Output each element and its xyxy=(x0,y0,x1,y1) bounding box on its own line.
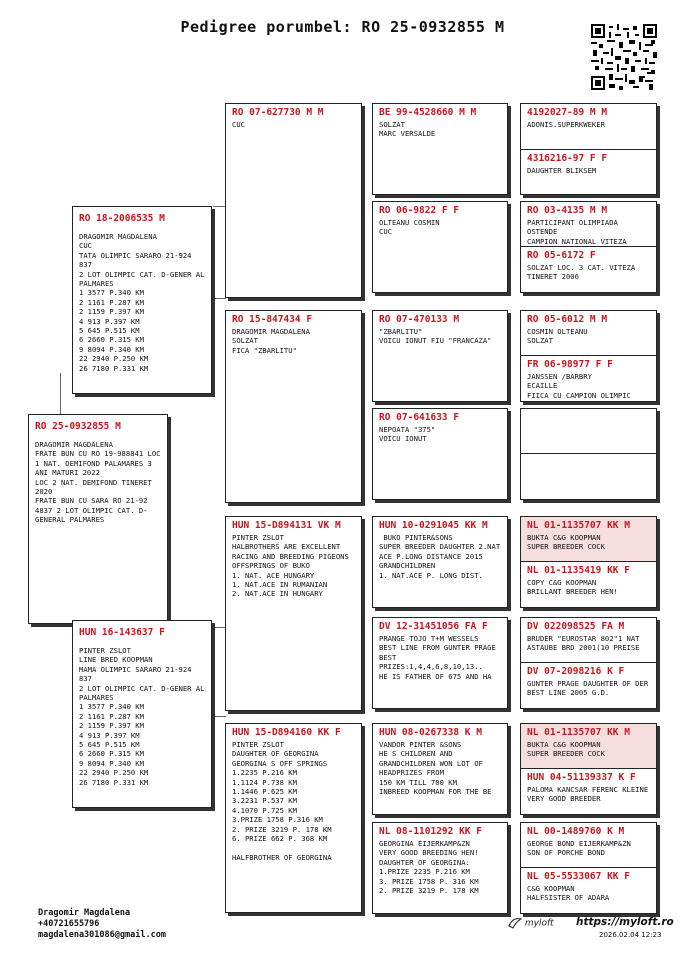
pigeon-details: NEPOATA "375" VOICU IONUT xyxy=(379,425,436,444)
ring-number: NL 01-1135707 KK M xyxy=(527,727,630,738)
print-date: 2026.02.04 12:23 xyxy=(599,931,662,939)
pigeon-pair-card-5[interactable] xyxy=(520,516,657,608)
pigeon-details: DRAGOMIR MAGDALENA FRATE BUN CU RO 19-988841 LOC 1 NAT. DEMIFOND PALAMARES 3 ANI MATURI 2022 LOC 2 NAT. DEMIFOND TINERET 2020 FRATE BUN CU SARA RO 21-92 4837 2 LOT OLIMPIC CAT. D-GENERAL PALMARES xyxy=(35,440,161,525)
pigeon-entry xyxy=(521,517,656,561)
ring-number: HUN 04-51139337 K F xyxy=(527,772,636,783)
ring-number: NL 05-5533067 KK F xyxy=(527,871,630,882)
ring-number: DV 022098525 FA M xyxy=(527,621,625,632)
pigeon-card-gen4-6[interactable] xyxy=(372,617,508,709)
pigeon-entry xyxy=(521,663,656,709)
qr-code xyxy=(591,24,657,90)
ring-number: HUN 10-0291045 KK M xyxy=(379,520,488,531)
ring-number: HUN 15-D894131 VK M xyxy=(232,520,341,531)
ring-number: RO 06-9822 F F xyxy=(379,205,460,216)
ring-number: RO 05-6012 M M xyxy=(527,314,608,325)
pigeon-entry xyxy=(521,823,656,867)
ring-number: RO 07-641633 F xyxy=(379,412,460,423)
pigeon-entry xyxy=(521,454,656,500)
pigeon-details: JANSSEN /BARBRY ECAILLE FIICA CU CAMPION OLIMPIC xyxy=(527,372,631,400)
ring-number xyxy=(521,409,656,414)
pigeon-card-gen4-5[interactable] xyxy=(372,516,508,608)
logo-text: myloft xyxy=(524,918,554,929)
ring-number: NL 00-1489760 K M xyxy=(527,826,625,837)
pigeon-details: BUKO PINTER&SONS SUPER BREEDER DAUGHTER 2.NAT ACE P.LONG DISTANCE 2015 GRANDCHILDREN 1. NAT.ACE P. LONG DIST. xyxy=(379,533,501,580)
pigeon-entry xyxy=(521,618,656,662)
pigeon-details: PINTER ZSLOT HALBROTHERS ARE EXCELLENT RACING AND BREEDING PIGEONS OFFSPRINGS OF BUKO 1. NAT. ACE HUNGARY 1. NAT.ACE IN RUMANIAN 2. NAT.ACE IN HUNGARY xyxy=(232,533,349,599)
pigeon-details: BRUDER "EUROSTAR 802"1 NAT ASTAUBE BRD 2001(10 PREISE xyxy=(527,634,644,653)
pigeon-details: DRAGOMIR MAGDALENA SOLZAT FICA "ZBARLITU" xyxy=(232,327,310,355)
pigeon-details: GEORGINA EIJERKAMP&ZN VERY GOOD BREEDING HEN! DAUGHTER OF GEORGINA: 1.PRIZE 2235 P.216 KM 3. PRIZE 1758 P. 316 KM 2. PRIZE 3219 P. 178 KM xyxy=(379,839,479,896)
pigeon-pair-card-6[interactable] xyxy=(520,617,657,709)
ring-number: 4316216-97 F F xyxy=(527,153,608,164)
ring-number: RO 05-6172 F xyxy=(527,250,596,261)
pigeon-entry xyxy=(521,724,656,768)
ring-number: 4192027-89 M M xyxy=(527,107,608,118)
pigeon-entry xyxy=(521,104,656,149)
pigeon-details: ADONIS.SUPERKWEKER xyxy=(527,120,605,129)
ring-number: RO 07-470133 M xyxy=(379,314,460,325)
pigeon-entry xyxy=(521,311,656,355)
pigeon-details: "ZBARLITU" VOICU IONUT FIU "FRANCAZA" xyxy=(379,327,492,346)
pigeon-card-gen4-4[interactable] xyxy=(372,408,508,500)
pigeon-pair-card-4[interactable] xyxy=(520,408,657,500)
pigeon-pair-card-3[interactable] xyxy=(520,310,657,402)
pigeon-entry xyxy=(521,150,656,195)
ring-number xyxy=(521,454,656,459)
ring-number: RO 25-0932855 M xyxy=(35,421,121,432)
pigeon-card-gen4-2[interactable] xyxy=(372,201,508,293)
pigeon-entry xyxy=(521,868,656,914)
ring-number: RO 15-847434 F xyxy=(232,314,313,325)
ring-number: RO 18-2006535 M xyxy=(79,213,165,224)
pigeon-entry xyxy=(521,562,656,608)
pigeon-entry xyxy=(521,769,656,815)
ring-number: NL 08-1101292 KK F xyxy=(379,826,482,837)
pigeon-details: GUNTER PRAGE DAUGHTER OF DER BEST LINE 2005 G.D. xyxy=(527,679,649,698)
pigeon-details: OLTEANU COSMIN CUC xyxy=(379,218,440,237)
ring-number: NL 01-1135419 KK F xyxy=(527,565,630,576)
owner-name: Dragomir Magdalena xyxy=(38,908,131,918)
pigeon-details: COPY C&G KOOPMAN BRILLANT BREEDER HEN! xyxy=(527,578,618,597)
pigeon-details: PINTER ZSLOT DAUGHTER OF GEORGINA GEORGINA S OFF SPRINGS 1.2235 P.216 KM 1.1124 P.738 KM 1.1446 P.625 KM 3.2231 P.537 KM 4.1070 P.725 KM 3.PRIZE 1758 P.316 KM 2. PRIZE 3219 P. 178 KM 6. PRIZE 662 P. 368 KM HALFBROTHER OF GEORGINA xyxy=(232,740,332,862)
pigeon-card-sire[interactable] xyxy=(72,206,212,394)
ring-number: HUN 16-143637 F xyxy=(79,627,165,638)
pigeon-details: CUC xyxy=(232,120,245,129)
pigeon-entry xyxy=(521,247,656,293)
ring-number: FR 06-98977 F F xyxy=(527,359,613,370)
pigeon-pair-card-2[interactable] xyxy=(520,201,657,293)
pigeon-card-gen4-3[interactable] xyxy=(372,310,508,402)
pigeon-details: SOLZAT LOC. 3 CAT. VITEZA TINERET 2006 xyxy=(527,263,640,282)
pigeon-details: PRANGE TOJO T+M WESSELS BEST LINE FROM GUNTER PRAGE BEST PRIZES:1,4,4,6,8,10,13.. HE IS FATHER OF 675 AND HA xyxy=(379,634,496,681)
pigeon-details: GEORGE BOND EIJERKAMP&ZN SON OF PORCHE BOND xyxy=(527,839,631,858)
ring-number: NL 01-1135707 KK M xyxy=(527,520,630,531)
ring-number: DV 12-31451056 FA F xyxy=(379,621,488,632)
page-title: Pedigree porumbel: RO 25-0932855 M xyxy=(180,18,505,36)
pigeon-card-sire-dam[interactable] xyxy=(225,310,362,503)
owner-contact xyxy=(38,908,166,941)
pigeon-details: PALOMA KANCSAR FERENC KLEINE VERY GOOD BREEDER xyxy=(527,785,649,804)
ring-number: RO 03-4135 M M xyxy=(527,205,608,216)
owner-email: magdalena301086@gmail.com xyxy=(38,930,166,940)
owner-phone: +40721655796 xyxy=(38,919,100,929)
ring-number: HUN 08-0267338 K M xyxy=(379,727,482,738)
pigeon-details: PARTICIPANT OLIMPIADA OSTENDE CAMPION NATIONAL VITEZA xyxy=(527,218,627,246)
pigeon-entry xyxy=(521,409,656,453)
pigeon-card-gen4-1[interactable] xyxy=(372,103,508,195)
pigeon-details: BUKTA C&G KOOPMAN SUPER BREEDER COCK xyxy=(527,533,605,552)
pigeon-card-dam[interactable] xyxy=(72,620,212,808)
pigeon-pair-card-8[interactable] xyxy=(520,822,657,914)
pigeon-details: VANDOR PINTER &SONS HE S CHILDREN AND GRANDCHILDREN WON LOT OF HEADPRIZES FROM 150 KM TILL 700 KM INBREED KOOPMAN FOR THE BE xyxy=(379,740,492,797)
pigeon-card-gen4-8[interactable] xyxy=(372,822,508,914)
pigeon-card-dam-sire[interactable] xyxy=(225,516,362,711)
pigeon-details: C&G KOOPMAN HALFSISTER OF ADARA xyxy=(527,884,610,903)
pigeon-details: COSMIN OLTEANU SOLZAT xyxy=(527,327,588,346)
connector-sire xyxy=(60,373,61,415)
pigeon-card-subject[interactable] xyxy=(28,414,168,624)
bird-icon xyxy=(508,917,522,929)
pigeon-details: DRAGOMIR MAGDALENA CUC TATA OLIMPIC SARARO 21-924 837 2 LOT OLIMPIC CAT. D-GENER AL PALMARES 1 3577 P.340 KM 2 1161 P.287 KM 2 1159 P.397 KM 4 913 P.397 KM 5 645 P.515 KM 6 2660 P.315 KM 9 8094 P.340 KM 22 2940 P.250 KM 26 7180 P.331 KM xyxy=(79,232,205,373)
ring-number: DV 07-2098216 K F xyxy=(527,666,625,677)
ring-number: RO 07-627730 M M xyxy=(232,107,324,118)
pigeon-pair-card-7[interactable] xyxy=(520,723,657,815)
ring-number: BE 99-4528660 M M xyxy=(379,107,477,118)
pigeon-pair-card-1[interactable] xyxy=(520,103,657,195)
pigeon-details: SOLZAT MARC VERSALDE xyxy=(379,120,436,139)
pigeon-entry xyxy=(521,356,656,402)
pigeon-details: PINTER ZSLOT LINE BRED KOOPMAN MAMA OLIMPIC SARARO 21-924 837 2 LOT OLIMPIC CAT. D-GENER AL PALMARES 1 3577 P.340 KM 2 1161 P.287 KM 2 1159 P.397 KM 4 913 P.397 KM 5 645 P.515 KM 6 2660 P.315 KM 9 8094 P.340 KM 22 2940 P.250 KM 26 7180 P.331 KM xyxy=(79,646,205,787)
ring-number: HUN 15-D894160 KK F xyxy=(232,727,341,738)
myloft-logo xyxy=(508,917,554,929)
pigeon-card-dam-dam[interactable] xyxy=(225,723,362,913)
pigeon-entry xyxy=(521,202,656,246)
pigeon-card-gen4-7[interactable] xyxy=(372,723,508,815)
pigeon-details: BUKTA C&G KOOPMAN SUPER BREEDER COCK xyxy=(527,740,605,759)
site-link[interactable]: https://myloft.ro xyxy=(576,916,674,928)
pigeon-details: DAUGHTER BLIKSEM xyxy=(527,166,597,175)
pigeon-card-sire-sire[interactable] xyxy=(225,103,362,298)
